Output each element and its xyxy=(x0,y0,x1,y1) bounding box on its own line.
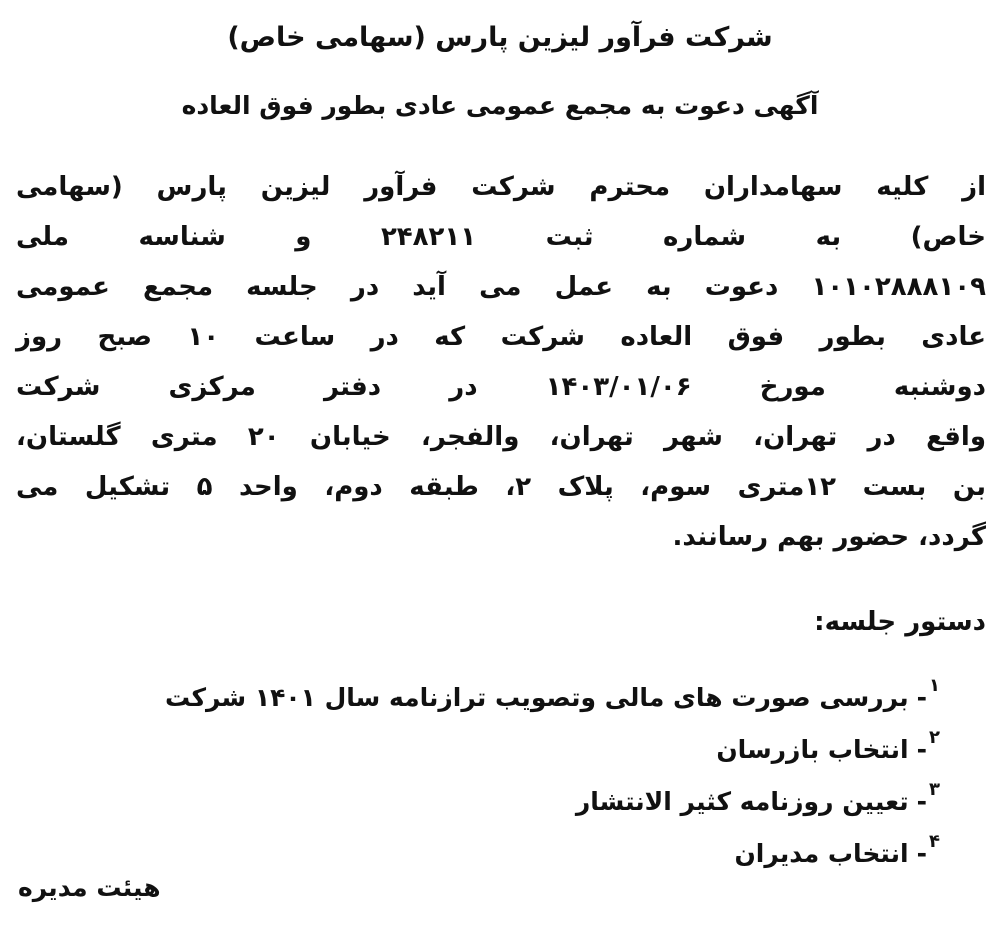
notice-body xyxy=(16,162,986,562)
agenda-item xyxy=(165,672,940,724)
agenda-item-dash: - xyxy=(916,787,927,816)
agenda-item-number: ۳ xyxy=(929,779,940,800)
body-line: گردد، حضور بهم رسانند. xyxy=(672,522,986,552)
notice-title: آگهی دعوت به مجمع عمومی عادی بطور فوق العاده xyxy=(181,91,819,120)
agenda-item-dash: - xyxy=(916,735,927,764)
body-line: خاص) به شماره ثبت ۲۴۸۲۱۱ و شناسه ملی xyxy=(16,222,986,252)
body-line: از کلیه سهامداران محترم شرکت فرآور لیزین پارس (سهامی xyxy=(16,172,986,202)
agenda-item-text: بررسی صورت های مالی وتصویب ترازنامه سال ۱۴۰۱ شرکت xyxy=(164,683,909,712)
body-line: دوشنبه مورخ ۱۴۰۳/۰۱/۰۶ در دفتر مرکزی شرکت xyxy=(16,372,987,402)
agenda-item-text: انتخاب بازرسان xyxy=(716,735,909,764)
body-line: عادی بطور فوق العاده شرکت که در ساعت ۱۰ صبح روز xyxy=(16,322,986,352)
agenda-item-number: ۴ xyxy=(929,831,940,852)
agenda-heading: دستور جلسه: xyxy=(814,607,986,637)
company-title: شرکت فرآور لیزین پارس (سهامی خاص) xyxy=(227,22,773,53)
agenda-item-dash: - xyxy=(916,839,927,868)
agenda-item-number: ۲ xyxy=(929,727,940,748)
agenda-list xyxy=(165,672,940,880)
board-signature: هیئت مدیره xyxy=(18,873,161,902)
agenda-item-text: انتخاب مدیران xyxy=(734,839,909,868)
agenda-item xyxy=(165,828,940,880)
agenda-item-text: تعیین روزنامه کثیر الانتشار xyxy=(575,787,909,816)
body-line: ۱۰۱۰۲۸۸۸۱۰۹ دعوت به عمل می آید در جلسه مجمع عمومی xyxy=(16,272,986,302)
agenda-item-dash: - xyxy=(916,683,927,712)
body-line: بن بست ۱۲متری سوم، پلاک ۲، طبقه دوم، واحد ۵ تشکیل می xyxy=(16,472,986,502)
agenda-item xyxy=(165,724,940,776)
body-line: واقع در تهران، شهر تهران، والفجر، خیابان ۲۰ متری گلستان، xyxy=(16,422,986,452)
agenda-item-number: ۱ xyxy=(929,675,940,696)
agenda-item xyxy=(165,776,940,828)
